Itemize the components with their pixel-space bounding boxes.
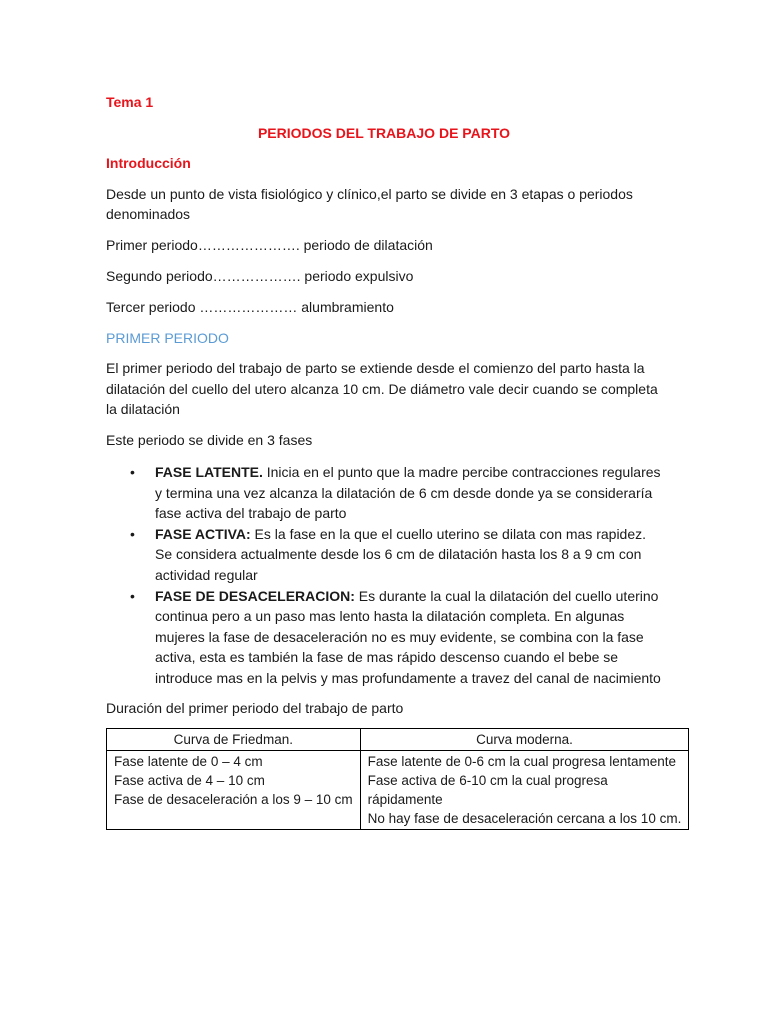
phase-item-activa [106,524,666,586]
phase-label: FASE DE DESACELERACION: [155,587,355,604]
phase-text: Es la fase en la que el cuello uterino se dilata con mas rapidez. Se considera actualmente desde los 6 cm de dilatación hasta los 8 a 9 cm con actividad regular [155,525,647,583]
duration-caption: Duración del primer periodo del trabajo de parto [106,700,404,716]
friedman-cell [107,751,361,830]
phase-item-latente [106,462,666,524]
column-header-friedman: Curva de Friedman. [107,729,361,751]
table-row [107,751,689,830]
bullet-icon: • [130,587,135,604]
friedman-line: Fase activa de 4 – 10 cm [114,773,265,788]
phase-text: Es durante la cual la dilatación del cuello uterino continua pero a un paso mas lento hasta la dilatación completa. En algunas mujeres la fase de desaceleración no es muy evidente, se combina con la fase activa, esta es también la fase de mas rápido descenso cuando el bebe se introduce mas en la pelvis y mas profundamente a travez del canal de nacimiento [155,587,661,686]
topic-label: Tema 1 [106,94,154,110]
period-line-3: Tercer periodo ………………… alumbramiento [106,299,394,315]
page-title: PERIODOS DEL TRABAJO DE PARTO [257,125,511,141]
bullet-icon: • [130,464,135,480]
intro-paragraph: Desde un punto de vista fisiológico y clínico,el parto se divide en 3 etapas o periodos denominados [106,186,633,222]
modern-line: No hay fase de desaceleración cercana a los 10 cm. [367,811,682,826]
modern-line: Fase latente de 0-6 cm la cual progresa lentamente [367,754,677,769]
modern-line: rápidamente [367,792,443,807]
phases-list [106,462,666,689]
phase-label: FASE ACTIVA: [155,525,251,542]
modern-line: Fase activa de 6-10 cm la cual progresa [367,773,608,788]
phases-intro: Este periodo se divide en 3 fases [106,432,313,448]
first-period-paragraph: El primer periodo del trabajo de parto se extiende desde el comienzo del parto hasta la dilatación del cuello del utero alcanza 10 cm. De diámetro vale decir cuando se completa la dilatación [106,360,658,417]
modern-cell [360,751,689,830]
first-period-heading: PRIMER PERIODO [106,330,229,346]
period-line-2: Segundo periodo………………. periodo expulsivo [106,268,414,284]
phase-item-desaceleracion [106,586,666,689]
phase-label: FASE LATENTE. [155,464,263,480]
column-header-modern: Curva moderna. [360,729,689,751]
friedman-line: Fase de desaceleración a los 9 – 10 cm [114,792,353,807]
phase-text: Inicia en el punto que la madre percibe contracciones regulares y termina una vez alcanza la dilatación de 6 cm desde donde ya se consideraría fase activa del trabajo de parto [155,464,661,522]
bullet-icon: • [130,525,135,542]
table-header-row [107,729,689,751]
intro-heading: Introducción [106,155,191,171]
duration-table [106,728,689,830]
friedman-line: Fase latente de 0 – 4 cm [114,754,263,769]
period-line-1: Primer periodo…………………. periodo de dilatación [106,237,433,253]
